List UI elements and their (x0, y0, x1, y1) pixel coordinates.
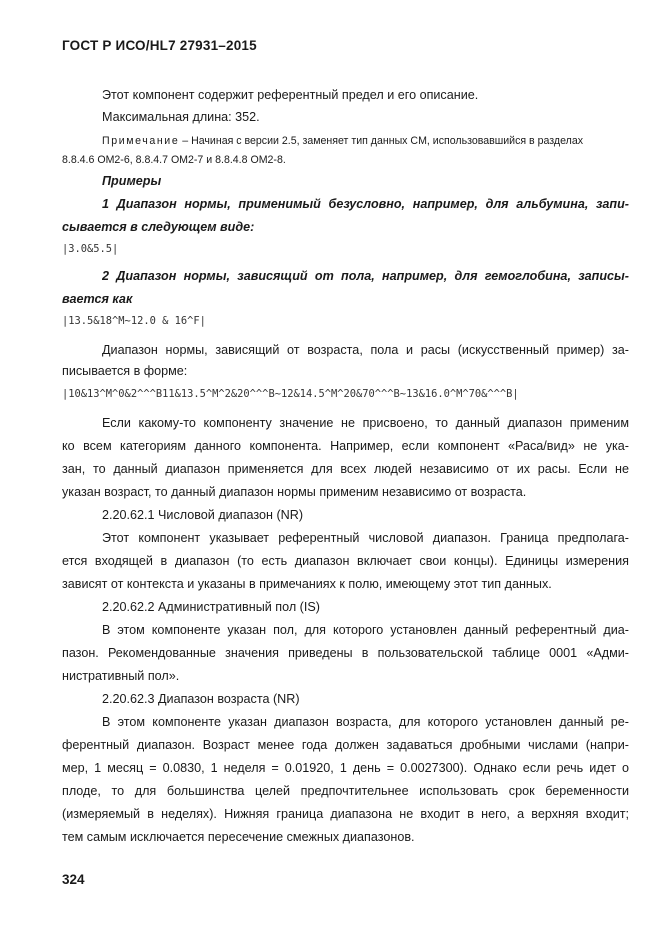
paragraph-line: плоде, то для большинства целей предпочтительнее использовать срок беременности (62, 784, 629, 798)
paragraph-line: указан возраст, то данный диапазон нормы применим независимо от возраста. (62, 485, 527, 499)
paragraph-line: Этот компонент содержит референтный предел и его описание. (102, 88, 479, 102)
paragraph-line: тем самым исключается пересечение смежных диапазонов. (62, 830, 415, 844)
example-line: сывается в следующем виде: (62, 220, 255, 234)
paragraph-line: Этот компонент указывает референтный числовой диапазон. Граница предполага- (102, 531, 629, 545)
example-line: 1 Диапазон нормы, применимый безусловно, например, для альбумина, запи- (102, 197, 629, 211)
paragraph-line: мер, 1 месяц = 0.0830, 1 неделя = 0.01920, 1 день = 0.0027300). Однако если речь идет о (62, 761, 629, 775)
code-line: |13.5&18^M~12.0 & 16^F| (62, 315, 206, 327)
paragraph-line: зан, то данный диапазон применяется для всех людей независимо от их расы. Если не (62, 462, 629, 476)
paragraph-line: ко всем категориям данного компонента. Например, если компонент «Раса/вид» не ука- (62, 439, 629, 453)
document-header: ГОСТ Р ИСО/HL7 27931–2015 (62, 38, 257, 53)
paragraph-line: Максимальная длина: 352. (102, 110, 260, 124)
paragraph-line: ферентный диапазон. Возраст менее года должен задаваться дробными числами (напри- (62, 738, 629, 752)
paragraph-line: (измеряемый в неделях). Нижняя граница диапазона не входит в него, а верхняя входит; (62, 807, 629, 821)
paragraph-line: Диапазон нормы, зависящий от возраста, пола и расы (искусственный пример) за- (102, 343, 629, 357)
example-line: 2 Диапазон нормы, зависящий от пола, например, для гемоглобина, записы- (102, 269, 629, 283)
note-line (102, 133, 583, 149)
note-text: – Начиная с версии 2.5, заменяет тип данных CM, использовавшийся в разделах (179, 135, 584, 147)
paragraph-line: В этом компоненте указан пол, для которого установлен данный референтный диа- (102, 623, 629, 637)
paragraph-line: ется входящей в диапазон (то есть диапазон включает свои концы). Единицы измерения (62, 554, 629, 568)
paragraph-line: нистративный пол». (62, 669, 180, 683)
code-line: |10&13^M^0&2^^^B11&13.5^M^2&20^^^B~12&14.5^M^20&70^^^B~13&16.0^M^70&^^^B| (62, 388, 519, 400)
section-title: 2.20.62.3 Диапазон возраста (NR) (102, 692, 300, 706)
example-line: вается как (62, 292, 133, 306)
examples-title: Примеры (102, 174, 162, 188)
paragraph-line: писывается в форме: (62, 364, 188, 378)
section-title: 2.20.62.1 Числовой диапазон (NR) (102, 508, 304, 522)
paragraph-line: пазон. Рекомендованные значения приведены в пользовательской таблице 0001 «Адми- (62, 646, 629, 660)
section-title: 2.20.62.2 Административный пол (IS) (102, 600, 320, 614)
paragraph-line: В этом компоненте указан диапазон возраста, для которого установлен данный ре- (102, 715, 629, 729)
note-line: 8.8.4.6 OM2-6, 8.8.4.7 OM2-7 и 8.8.4.8 OM2-8. (62, 154, 286, 166)
paragraph-line: Если какому-то компоненту значение не присвоено, то данный диапазон применим (102, 416, 629, 430)
paragraph-line: зависят от контекста и указаны в примечаниях к полю, имеющему этот тип данных. (62, 577, 552, 591)
page-number: 324 (62, 872, 85, 887)
note-label: Примечание (102, 135, 180, 147)
code-line: |3.0&5.5| (62, 243, 119, 255)
